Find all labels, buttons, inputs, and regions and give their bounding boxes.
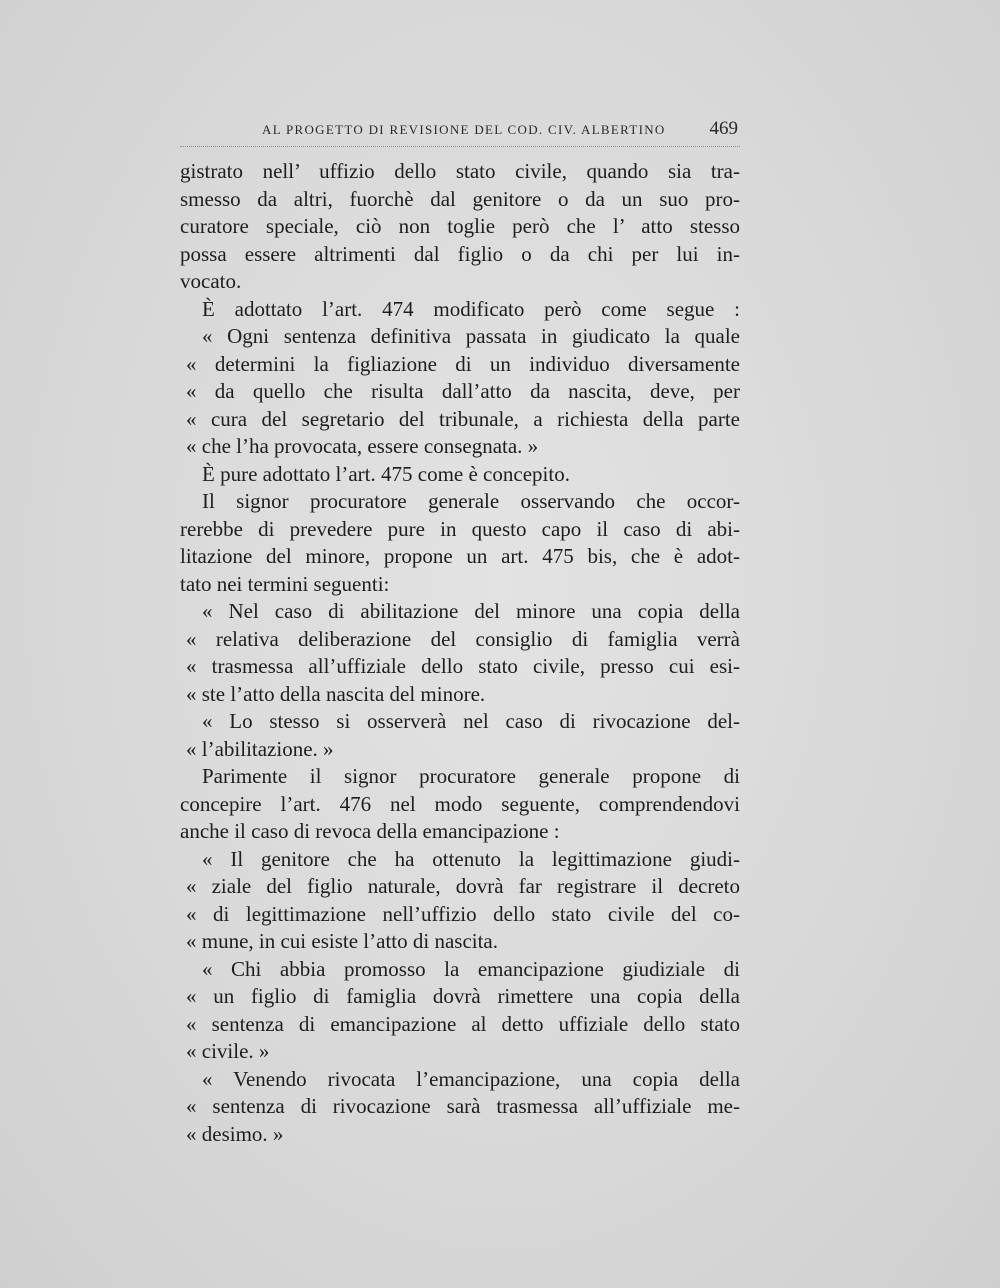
text-line: smesso da altri, fuorchè dal genitore o da un suo pro-: [180, 186, 740, 211]
text-line: È adottato l’art. 474 modificato però come segue :: [202, 296, 740, 321]
text-line: « Ogni sentenza definitiva passata in giudicato la quale: [202, 324, 740, 348]
text-line: rerebbe di prevedere pure in questo capo il caso di abi-: [180, 516, 740, 541]
text-line: « trasmessa all’uffiziale dello stato civile, presso cui esi-: [186, 654, 740, 678]
text-line: « determini la figliazione di un individuo diversamente: [186, 351, 740, 376]
page-header: [180, 118, 738, 144]
text-line: « ste l’atto della nascita del minore.: [186, 681, 486, 706]
page-body: [180, 158, 740, 1148]
text-line: anche il caso di revoca della emancipazione :: [180, 819, 560, 843]
text-line: « sentenza di emancipazione al detto uffiziale dello stato: [186, 1011, 740, 1036]
text-line: Il signor procuratore generale osservando che occor-: [202, 489, 740, 513]
text-line: « Nel caso di abilitazione del minore una copia della: [202, 599, 740, 623]
text-line: « che l’ha provocata, essere consegnata. »: [186, 434, 539, 458]
text-line: possa essere altrimenti dal figlio o da chi per lui in-: [180, 241, 740, 266]
text-line: « sentenza di rivocazione sarà trasmessa all’uffiziale me-: [186, 1094, 740, 1118]
text-line: « civile. »: [186, 1039, 270, 1063]
text-line: « un figlio di famiglia dovrà rimettere una copia della: [186, 984, 740, 1008]
text-line: « relativa deliberazione del consiglio di famiglia verrà: [186, 626, 740, 651]
text-line: È pure adottato l’art. 475 come è concepito.: [202, 461, 570, 486]
text-line: « Chi abbia promosso la emancipazione giudiziale di: [202, 956, 740, 981]
text-line: vocato.: [180, 269, 242, 293]
text-line: « desimo. »: [186, 1121, 284, 1146]
text-line: « cura del segretario del tribunale, a richiesta della parte: [186, 406, 740, 431]
text-line: « Lo stesso si osserverà nel caso di rivocazione del-: [202, 709, 740, 733]
header-rule: [180, 146, 740, 147]
text-line: « l’abilitazione. »: [186, 736, 334, 761]
text-line: Parimente il signor procuratore generale propone di: [202, 764, 740, 788]
text-line: « mune, in cui esiste l’atto di nascita.: [186, 929, 499, 953]
text-line: curatore speciale, ciò non toglie però che l’ atto stesso: [180, 214, 740, 238]
text-line: « di legittimazione nell’uffizio dello stato civile del co-: [186, 901, 740, 926]
text-line: « da quello che risulta dall’atto da nascita, deve, per: [186, 379, 740, 403]
text-line: gistrato nell’ uffizio dello stato civile, quando sia tra-: [180, 159, 740, 183]
text-line: « Il genitore che ha ottenuto la legittimazione giudi-: [202, 846, 740, 871]
text-line: litazione del minore, propone un art. 475 bis, che è adot-: [180, 544, 740, 568]
running-head: AL PROGETTO DI REVISIONE DEL COD. CIV. ALBERTINO: [262, 122, 666, 137]
page-number: 469: [709, 118, 738, 139]
text-line: tato nei termini seguenti:: [180, 571, 390, 596]
text-line: concepire l’art. 476 nel modo seguente, comprendendovi: [180, 791, 740, 816]
text-line: « Venendo rivocata l’emancipazione, una copia della: [202, 1066, 740, 1091]
text-line: « ziale del figlio naturale, dovrà far registrare il decreto: [186, 874, 740, 898]
